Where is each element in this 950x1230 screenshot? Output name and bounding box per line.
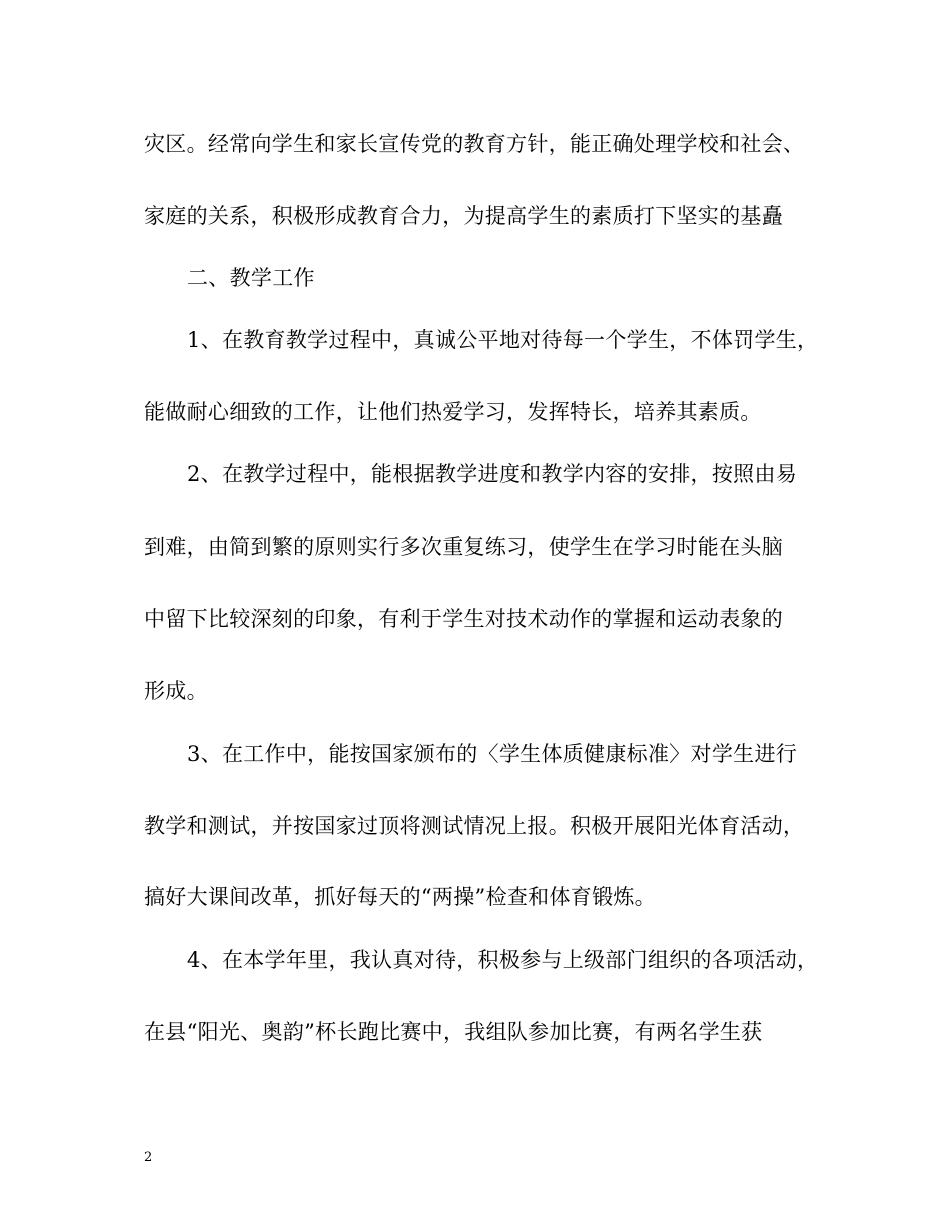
section-heading: 二、教学工作 — [187, 266, 315, 290]
text-line: 在县“阳光、奥韵”杯长跑比赛中，我组队参加比赛，有两名学生获 — [144, 1020, 763, 1044]
text-line: 搞好大课间改革，抓好每天的“两操”检查和体育锻炼。 — [144, 885, 656, 909]
text-line: 3、在工作中，能按国家颁布的〈学生体质健康标准〉对学生进行 — [187, 742, 798, 766]
text-line: 家庭的关系，积极形成教育合力，为提高学生的素质打下坚实的基矗 — [144, 204, 783, 228]
text-line: 教学和测试，并按国家过顶将测试情况上报。积极开展阳光体育活动， — [144, 814, 805, 838]
text-line: 中留下比较深刻的印象，有利于学生对技术动作的掌握和运动表象的 — [144, 607, 783, 631]
text-line: 2、在教学过程中，能根据教学进度和教学内容的安排，按照由易 — [187, 462, 798, 486]
text-line: 能做耐心细致的工作，让他们热爱学习，发挥特长，培养其素质。 — [144, 400, 762, 424]
text-line: 1、在教育教学过程中，真诚公平地对待每一个学生，不体罚学生， — [187, 328, 819, 352]
text-line: 灾区。经常向学生和家长宣传党的教育方针，能正确处理学校和社会、 — [144, 132, 805, 156]
page-number: 2 — [144, 1150, 153, 1165]
text-line: 到难，由简到繁的原则实行多次重复练习，使学生在学习时能在头脑 — [144, 535, 783, 559]
text-line: 4、在本学年里，我认真对待，积极参与上级部门组织的各项活动， — [187, 948, 819, 972]
text-line: 形成。 — [144, 679, 208, 703]
